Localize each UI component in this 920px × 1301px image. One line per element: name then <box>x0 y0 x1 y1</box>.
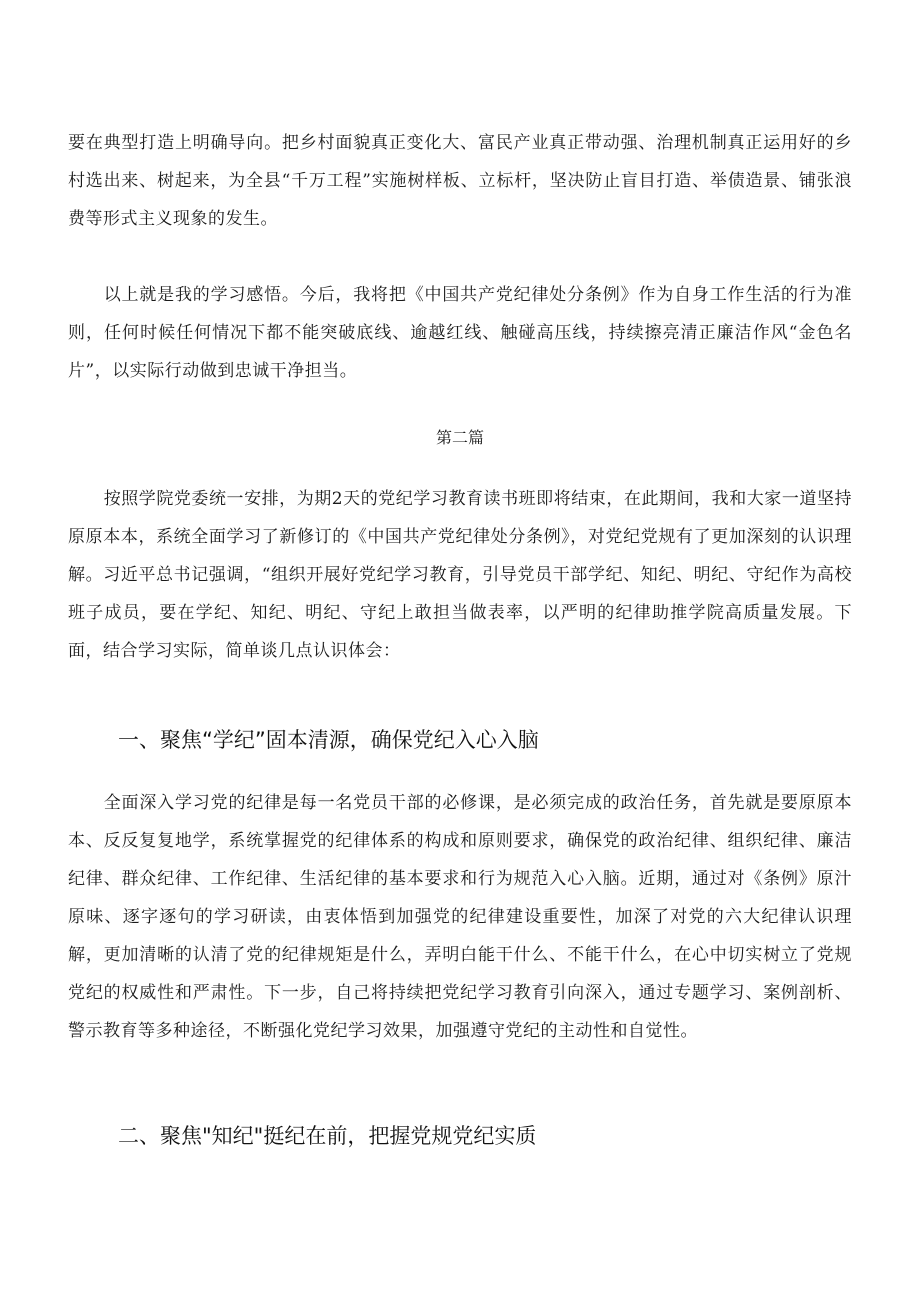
paragraph-3: 按照学院党委统一安排，为期2天的党纪学习教育读书班即将结束，在此期间，我和大家一道坚持原原本本，系统全面学习了新修订的《中国共产党纪律处分条例》，对党纪党规有了更加深刻的认识理解。习近平总书记强调，“组织开展好党纪学习教育，引导党员干部学纪、知纪、明纪、守纪作为高校班子成员，要在学纪、知纪、明纪、守纪上敢担当做表率，以严明的纪律助推学院高质量发展。下面，结合学习实际，简单谈几点认识体会： <box>68 489 852 661</box>
paragraph-2: 以上就是我的学习感悟。今后，我将把《中国共产党纪律处分条例》作为自身工作生活的行为准则，任何时候任何情况下都不能突破底线、逾越红线、触碰高压线，持续擦亮清正廉洁作风“金色名片”，以实际行动做到忠诚干净担当。 <box>68 285 852 381</box>
heading-1: 一、聚焦“学纪”固本清源，确保党纪入心入脑 <box>118 728 539 752</box>
paragraph-1: 要在典型打造上明确导向。把乡村面貌真正变化大、富民产业真正带动强、治理机制真正运用好的乡村选出来、树起来，为全县“千万工程”实施树样板、立标杆，坚决防止盲目打造、举债造景、铺张浪费等形式主义现象的发生。 <box>68 133 852 229</box>
section-title: 第二篇 <box>435 428 484 447</box>
heading-2: 二、聚焦"知纪"挺纪在前，把握党规党纪实质 <box>118 1124 537 1148</box>
paragraph-4: 全面深入学习党的纪律是每一名党员干部的必修课，是必须完成的政治任务，首先就是要原原本本、反反复复地学，系统掌握党的纪律体系的构成和原则要求，确保党的政治纪律、组织纪律、廉洁纪律、群众纪律、工作纪律、生活纪律的基本要求和行为规范入心入脑。近期，通过对《条例》原汁原味、逐字逐句的学习研读，由衷体悟到加强党的纪律建设重要性，加深了对党的六大纪律认识理解，更加清晰的认清了党的纪律规矩是什么，弄明白能干什么、不能干什么，在心中切实树立了党规党纪的权威性和严肃性。下一步，自己将持续把党纪学习教育引向深入，通过专题学习、案例剖析、警示教育等多种途径，不断强化党纪学习效果，加强遵守党纪的主动性和自觉性。 <box>68 793 852 1041</box>
